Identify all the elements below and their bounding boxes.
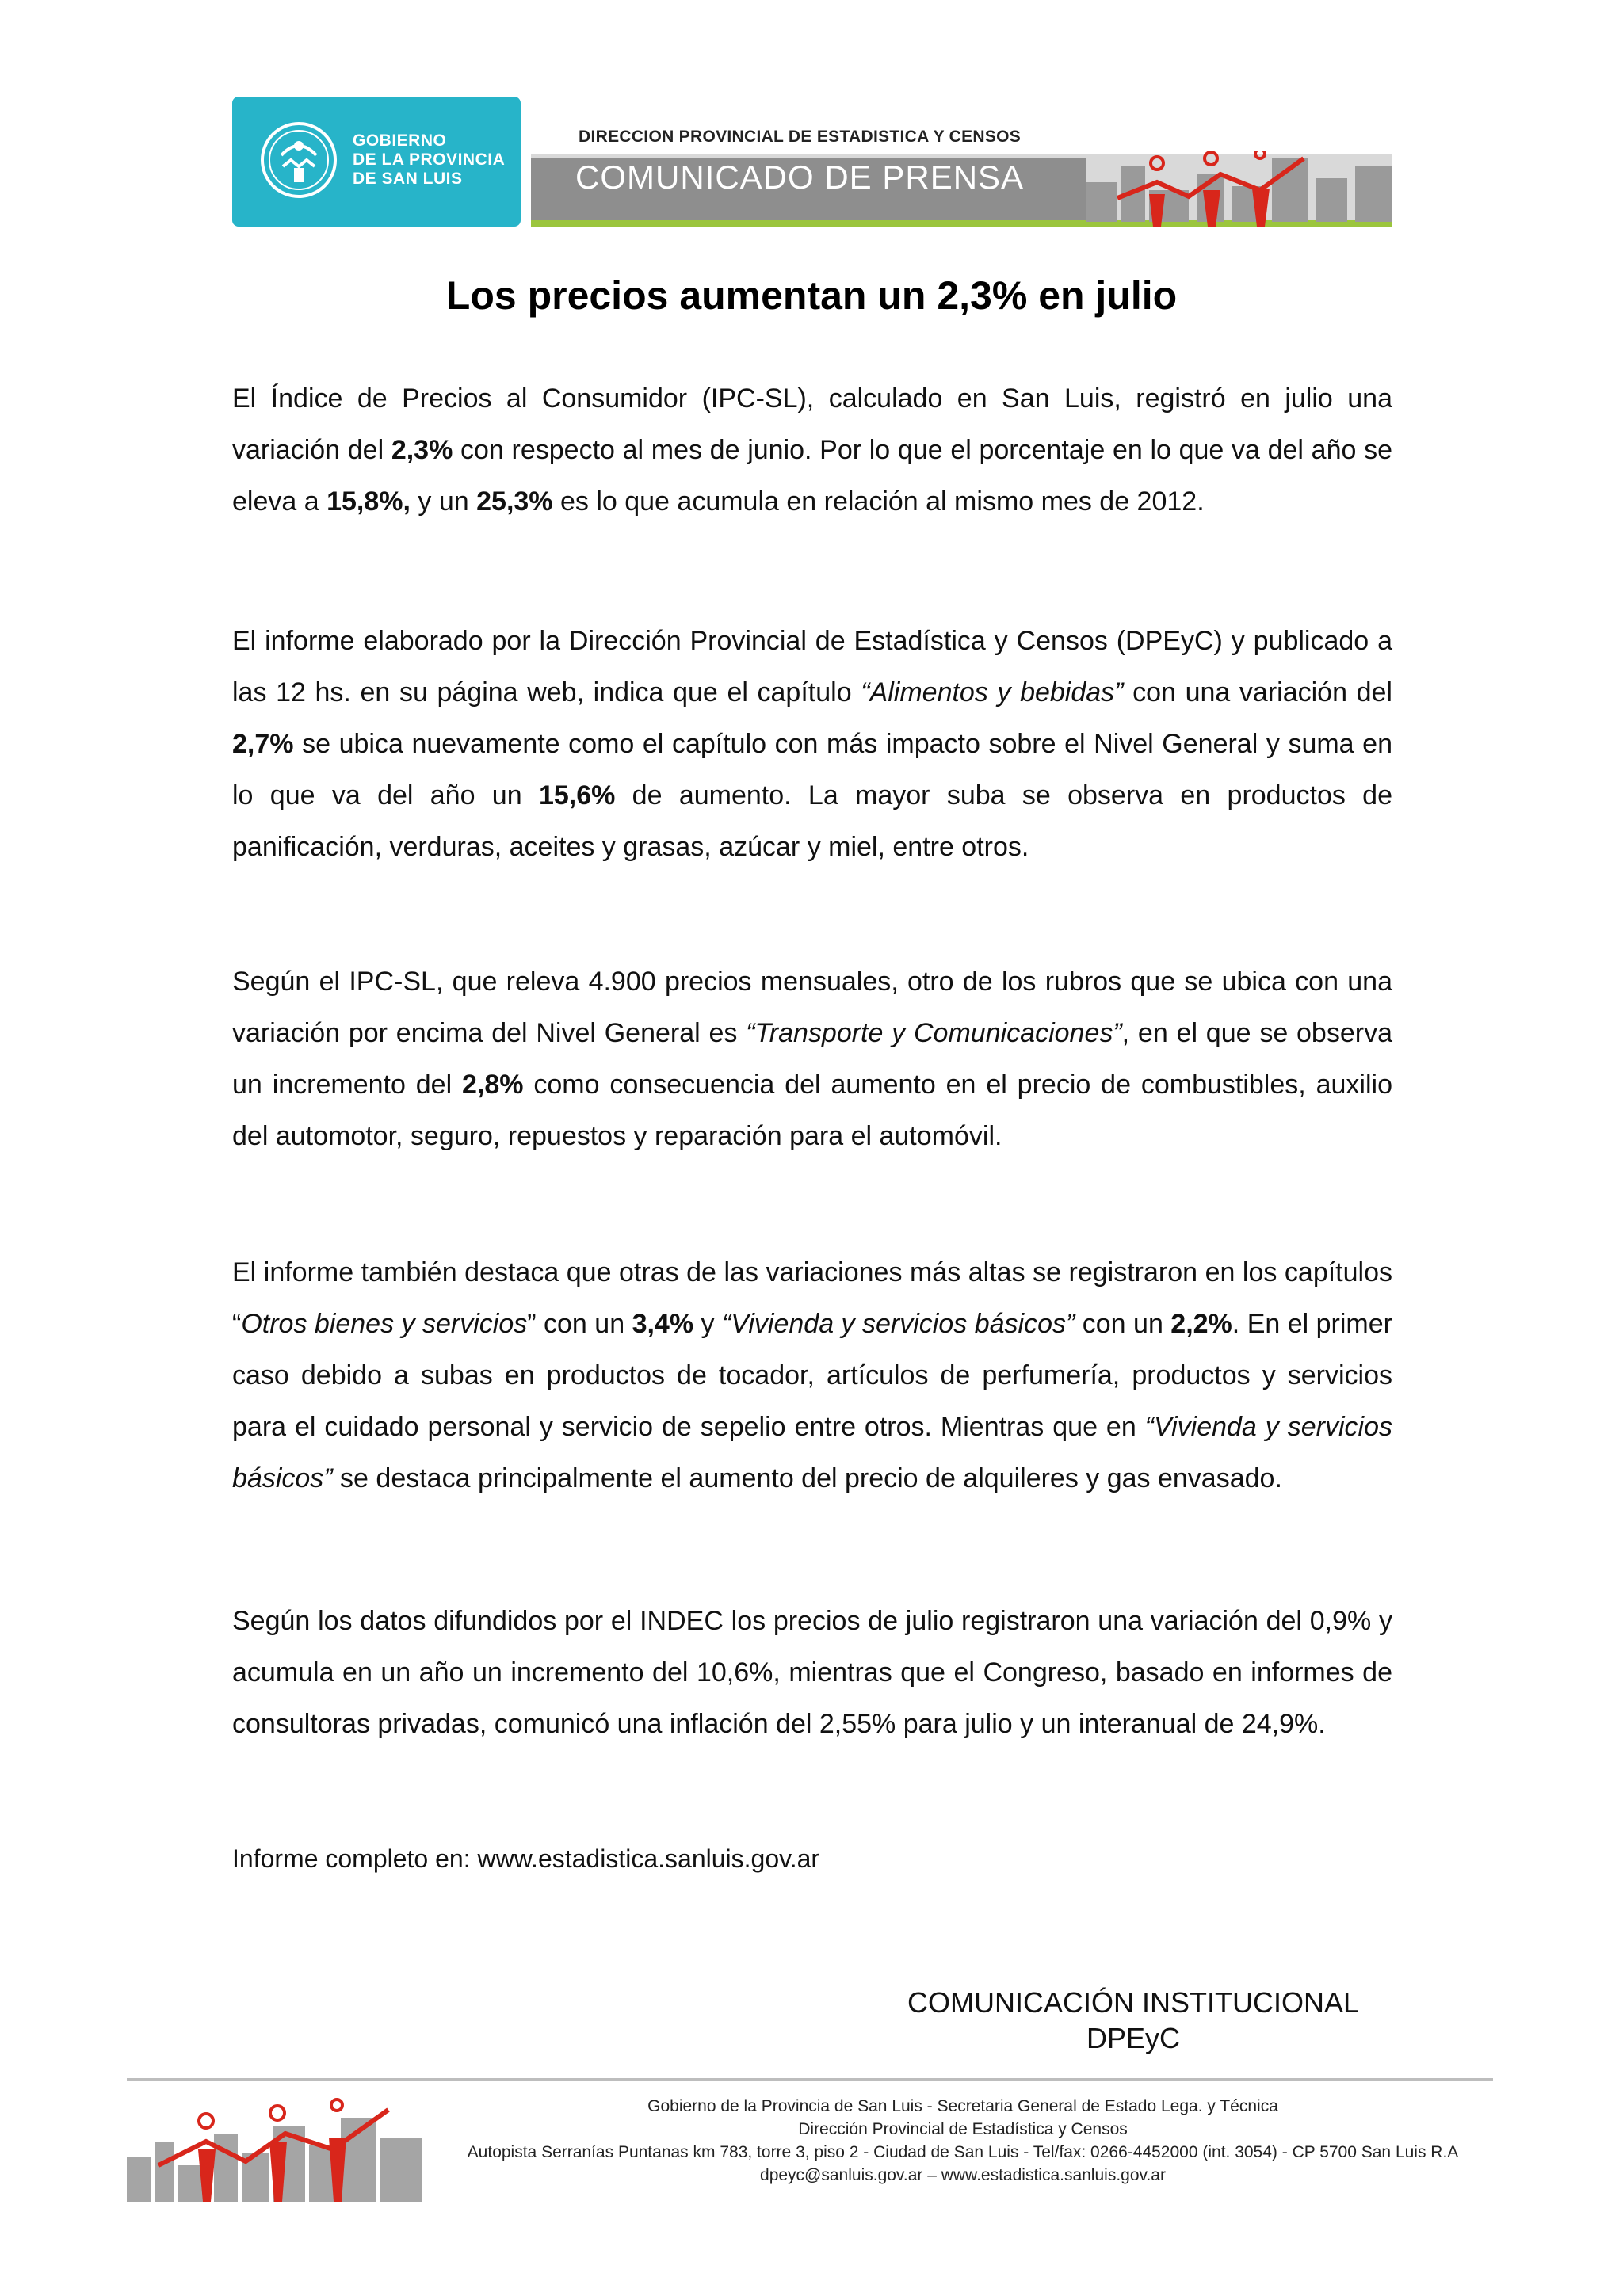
footer-skyline-graphic	[127, 2094, 422, 2202]
bold-figure: 2,3%	[391, 435, 453, 465]
footer-line3: Autopista Serranías Puntanas km 783, torre 3, piso 2 - Ciudad de San Luis - Tel/fax: 0266-4452000 (int. 3054) - CP 5700 San Luis R.A	[467, 2143, 1459, 2161]
text-run: El informe elaborado por la Dirección Provincial de Estadística y Censos (DPEyC) y publicado a las 12 hs. en su página web, indica que el capítulo	[232, 626, 1392, 707]
bold-figure: 2,7%	[232, 729, 294, 759]
text-run: y un	[410, 486, 477, 517]
text-run: El Índice de Precios al Consumidor (IPC-SL), calculado en San Luis, registró en julio una variación del	[232, 383, 1392, 465]
text-run: con una variación del	[1123, 677, 1392, 707]
gov-name-line3: DE SAN LUIS	[353, 170, 463, 188]
text-run: El informe también destaca que otras de las variaciones más altas se registraron en los capítulos “	[232, 1257, 1392, 1339]
bold-figure: 2,2%	[1170, 1309, 1232, 1339]
signature-line2: DPEyC	[1086, 2022, 1181, 2054]
footer-divider	[127, 2078, 1493, 2081]
text-run: de aumento. La mayor suba se observa en productos de panificación, verduras, aceites y grasas, azúcar y miel, entre otros.	[232, 780, 1392, 862]
text-run: , en el que se observa un incremento del	[232, 1018, 1392, 1100]
bold-figure: 2,8%	[462, 1070, 524, 1100]
bold-figure: 15,8%,	[327, 486, 411, 517]
gov-name	[353, 132, 505, 189]
footer-line1: Gobierno de la Provincia de San Luis - Secretaria General de Estado Lega. y Técnica	[647, 2097, 1278, 2115]
text-run: se ubica nuevamente como el capítulo con más impacto sobre el Nivel General y suma en lo que va del año un	[232, 729, 1392, 810]
text-run: Según el IPC-SL, que releva 4.900 precios mensuales, otro de los rubros que se ubica con una variación por encima del Nivel General es	[232, 967, 1392, 1048]
agency-title: DIRECCION PROVINCIAL DE ESTADISTICA Y CENSOS	[579, 128, 1022, 146]
banner-label: COMUNICADO DE PRENSA	[575, 158, 1025, 196]
bold-figure: 25,3%	[476, 486, 553, 517]
italic-chapter-name: “Transporte y Comunicaciones”	[746, 1018, 1122, 1048]
text-run: Según los datos difundidos por el INDEC los precios de julio registraron una variación del 0,9% y acumula en un año un incremento del 10,6%, mientras que el Congreso, basado en informes de consultoras privadas, comunicó una inflación del 2,55% para julio y un interanual de 24,9%.	[232, 1606, 1392, 1739]
bold-figure: 3,4%	[632, 1309, 694, 1339]
page-title: Los precios aumentan un 2,3% en julio	[445, 273, 1178, 318]
text-run: con respecto al mes de junio. Por lo que el porcentaje en lo que va del año se eleva a	[232, 435, 1392, 517]
gov-logo	[232, 97, 521, 227]
gov-name-line2: DE LA PROVINCIA	[353, 151, 506, 169]
footer-line4: dpeyc@sanluis.gov.ar – www.estadistica.sanluis.gov.ar	[760, 2166, 1166, 2184]
italic-chapter-name: “Vivienda y servicios básicos”	[721, 1309, 1075, 1339]
full-report-link-text: Informe completo en: www.estadistica.sanluis.gov.ar	[232, 1844, 820, 1873]
paragraph-3	[232, 956, 1392, 1162]
paragraph-1	[232, 373, 1392, 528]
provincial-seal-icon	[259, 120, 338, 200]
italic-chapter-name: Otros bienes y servicios	[241, 1309, 528, 1339]
text-run: se destaca principalmente el aumento del precio de alquileres y gas envasado.	[332, 1463, 1282, 1493]
footer-contact	[420, 2095, 1506, 2187]
text-run: con un	[1075, 1309, 1171, 1339]
paragraph-2	[232, 616, 1392, 873]
italic-chapter-name: “Alimentos y bebidas”	[861, 677, 1124, 707]
text-run: como consecuencia del aumento en el precio de combustibles, auxilio del automotor, seguro, repuestos y reparación para el automóvil.	[232, 1070, 1392, 1151]
paragraph-4	[232, 1247, 1392, 1505]
text-run: ” con un	[527, 1309, 632, 1339]
text-run: . En el primer caso debido a subas en productos de tocador, artículos de perfumería, productos y servicios para el cuidado personal y servicio de sepelio entre otros. Mientras que en	[232, 1309, 1392, 1442]
bold-figure: 15,6%	[538, 780, 616, 810]
signature-line1: COMUNICACIÓN INSTITUCIONAL	[907, 1986, 1360, 2019]
signature	[872, 1985, 1395, 2056]
text-run: y	[693, 1309, 722, 1339]
paragraph-5	[232, 1596, 1392, 1750]
gov-name-line1: GOBIERNO	[353, 132, 447, 150]
italic-chapter-name: “Vivienda y servicios básicos”	[232, 1412, 1392, 1493]
text-run: es lo que acumula en relación al mismo mes de 2012.	[552, 486, 1205, 517]
footer-line2: Dirección Provincial de Estadística y Censos	[798, 2120, 1128, 2138]
